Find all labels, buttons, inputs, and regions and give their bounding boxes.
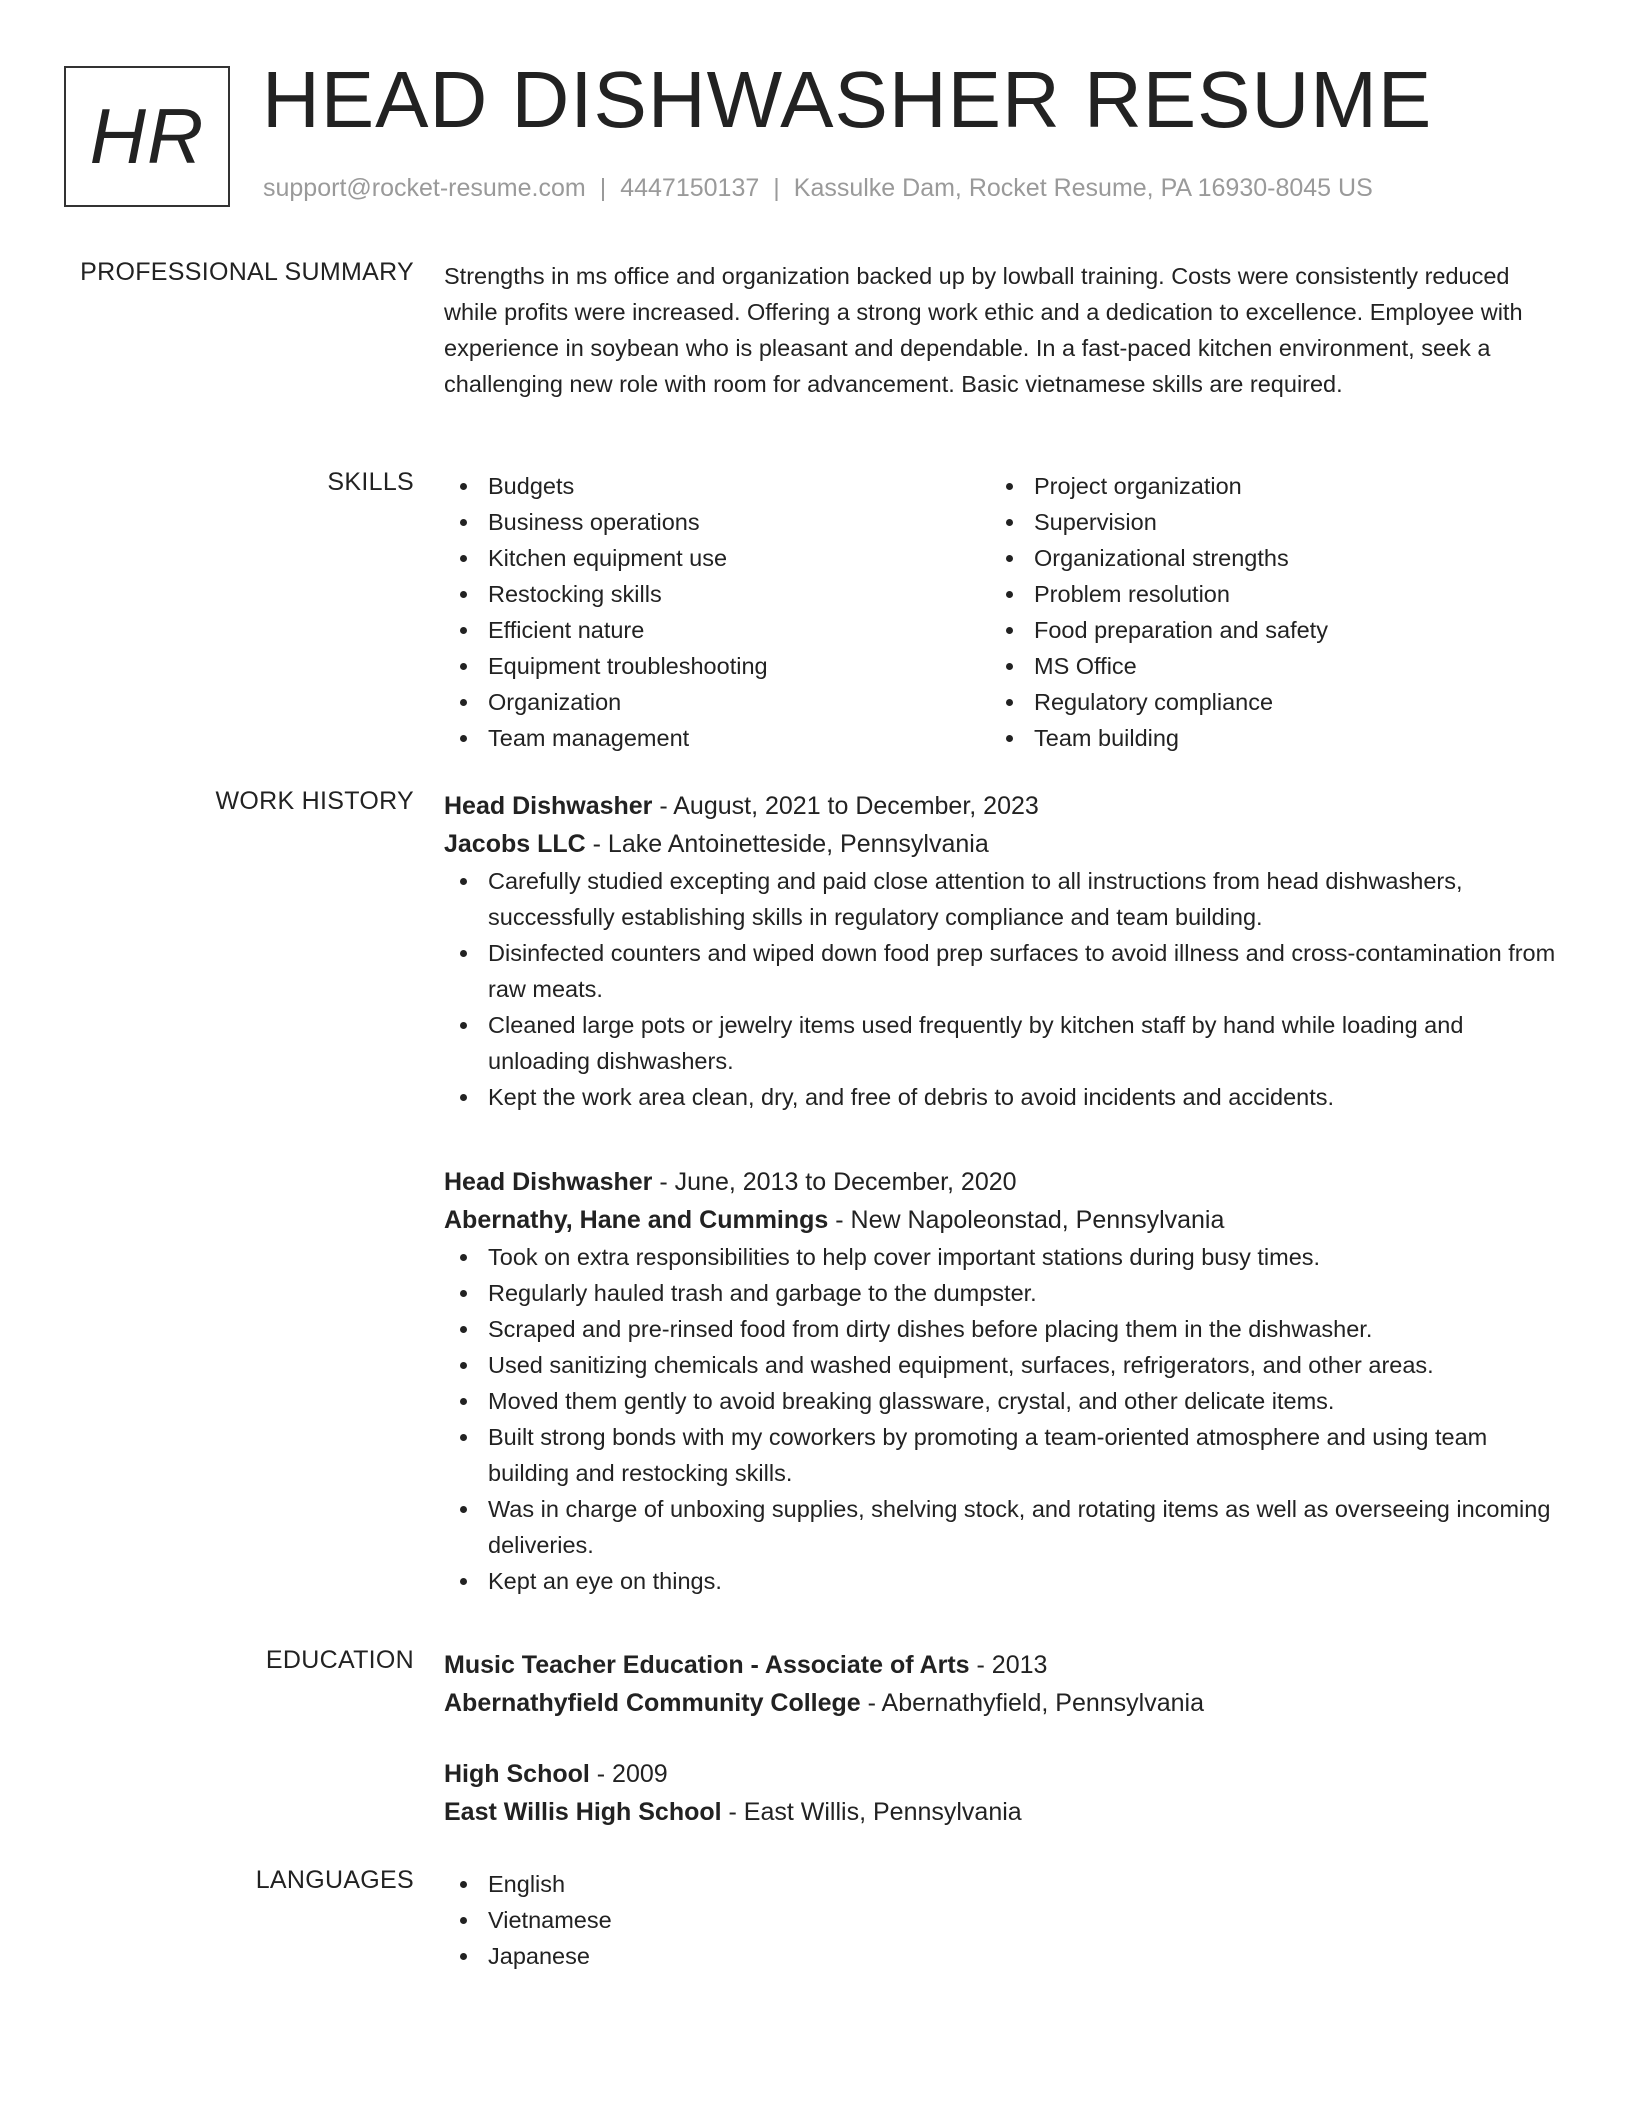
section-label-work-history: WORK HISTORY bbox=[215, 787, 414, 815]
skill-item: Kitchen equipment use bbox=[444, 540, 990, 576]
job-duty-item: Scraped and pre-rinsed food from dirty dishes before placing them in the dishwasher. bbox=[444, 1311, 1564, 1347]
contact-separator: | bbox=[773, 174, 780, 202]
job-duty-item: Cleaned large pots or jewelry items used frequently by kitchen staff by hand while loading and unloading dishwashers. bbox=[444, 1007, 1564, 1079]
job-company-line bbox=[444, 825, 1564, 863]
skill-item: Regulatory compliance bbox=[990, 684, 1536, 720]
skill-item: Organization bbox=[444, 684, 990, 720]
skill-item: MS Office bbox=[990, 648, 1536, 684]
education-year: - 2009 bbox=[589, 1760, 668, 1788]
job-duty-item: Disinfected counters and wiped down food prep surfaces to avoid illness and cross-contamination from raw meats. bbox=[444, 935, 1564, 1007]
skills-list bbox=[444, 468, 1564, 756]
language-item: Vietnamese bbox=[444, 1902, 1564, 1938]
job-duty-item: Was in charge of unboxing supplies, shelving stock, and rotating items as well as overseeing incoming deliveries. bbox=[444, 1491, 1564, 1563]
job-title: Head Dishwasher bbox=[444, 792, 653, 820]
education-degree-line bbox=[444, 1755, 1564, 1793]
education-degree: Music Teacher Education - Associate of Arts bbox=[444, 1651, 970, 1679]
job-dates: - August, 2021 to December, 2023 bbox=[652, 792, 1039, 820]
summary-text: Strengths in ms office and organization backed up by lowball training. Costs were consistently reduced while profits were increased. Offering a strong work ethic and a dedication to excellence. Employee with experience in soybean who is pleasant and dependable. In a fast-paced kitchen environment, seek a challenging new role with room for advancement. Basic vietnamese skills are required. bbox=[444, 263, 1523, 397]
education-school: East Willis High School bbox=[444, 1798, 722, 1826]
monogram-logo: HR bbox=[64, 66, 230, 207]
job-duties bbox=[444, 863, 1564, 1115]
job-dates: - June, 2013 to December, 2020 bbox=[652, 1168, 1017, 1196]
job-company: Abernathy, Hane and Cummings bbox=[444, 1206, 829, 1234]
contact-email: support@rocket-resume.com bbox=[263, 174, 586, 202]
skill-item: Budgets bbox=[444, 468, 990, 504]
education-school-line bbox=[444, 1684, 1564, 1722]
education-school: Abernathyfield Community College bbox=[444, 1689, 861, 1717]
job-duty-item: Regularly hauled trash and garbage to the dumpster. bbox=[444, 1275, 1564, 1311]
language-item: English bbox=[444, 1866, 1564, 1902]
skill-item: Team management bbox=[444, 720, 990, 756]
languages-list bbox=[444, 1866, 1564, 1974]
job-duty-item: Kept an eye on things. bbox=[444, 1563, 1564, 1599]
job-title-line bbox=[444, 787, 1564, 825]
resume-title: HEAD DISHWASHER RESUME bbox=[262, 55, 1433, 144]
education-location: - Abernathyfield, Pennsylvania bbox=[860, 1689, 1204, 1717]
section-label-languages: LANGUAGES bbox=[255, 1866, 414, 1894]
section-label-education: EDUCATION bbox=[265, 1646, 414, 1674]
skill-item: Equipment troubleshooting bbox=[444, 648, 990, 684]
education-school-line bbox=[444, 1793, 1564, 1831]
contact-line bbox=[263, 174, 1373, 203]
contact-phone: 4447150137 bbox=[620, 174, 760, 202]
education-degree: High School bbox=[444, 1760, 590, 1788]
skill-item: Team building bbox=[990, 720, 1536, 756]
skill-item: Business operations bbox=[444, 504, 990, 540]
job-duty-item: Took on extra responsibilities to help cover important stations during busy times. bbox=[444, 1239, 1564, 1275]
skill-item: Efficient nature bbox=[444, 612, 990, 648]
education-location: - East Willis, Pennsylvania bbox=[721, 1798, 1022, 1826]
skill-item: Organizational strengths bbox=[990, 540, 1536, 576]
job-duty-item: Used sanitizing chemicals and washed equipment, surfaces, refrigerators, and other areas. bbox=[444, 1347, 1564, 1383]
education-entry bbox=[444, 1646, 1564, 1722]
job-title-line bbox=[444, 1163, 1564, 1201]
education-year: - 2013 bbox=[969, 1651, 1048, 1679]
section-label-skills: SKILLS bbox=[327, 468, 414, 496]
job-duties bbox=[444, 1239, 1564, 1599]
contact-address: Kassulke Dam, Rocket Resume, PA 16930-8045 US bbox=[793, 174, 1373, 202]
education-entry bbox=[444, 1755, 1564, 1831]
section-label-summary: PROFESSIONAL SUMMARY bbox=[80, 258, 414, 286]
job-company: Jacobs LLC bbox=[444, 830, 586, 858]
skill-item: Food preparation and safety bbox=[990, 612, 1536, 648]
skill-item: Supervision bbox=[990, 504, 1536, 540]
job-company-line bbox=[444, 1201, 1564, 1239]
skill-item: Project organization bbox=[990, 468, 1536, 504]
contact-separator: | bbox=[599, 174, 607, 202]
job-duty-item: Moved them gently to avoid breaking glassware, crystal, and other delicate items. bbox=[444, 1383, 1564, 1419]
job-duty-item: Carefully studied excepting and paid close attention to all instructions from head dishwashers, successfully establishing skills in regulatory compliance and team building. bbox=[444, 863, 1564, 935]
job-location: - Lake Antoinetteside, Pennsylvania bbox=[585, 830, 989, 858]
job-duty-item: Kept the work area clean, dry, and free of debris to avoid incidents and accidents. bbox=[444, 1079, 1564, 1115]
job-entry bbox=[444, 787, 1564, 1115]
skills-column-left bbox=[444, 468, 990, 756]
skill-item: Problem resolution bbox=[990, 576, 1536, 612]
language-item: Japanese bbox=[444, 1938, 1564, 1974]
job-location: - New Napoleonstad, Pennsylvania bbox=[828, 1206, 1225, 1234]
education-degree-line bbox=[444, 1646, 1564, 1684]
languages-bullets bbox=[444, 1866, 1564, 1974]
job-title: Head Dishwasher bbox=[444, 1168, 653, 1196]
job-duty-item: Built strong bonds with my coworkers by promoting a team-oriented atmosphere and using team building and restocking skills. bbox=[444, 1419, 1564, 1491]
skills-column-right bbox=[990, 468, 1536, 756]
skill-item: Restocking skills bbox=[444, 576, 990, 612]
job-entry bbox=[444, 1163, 1564, 1599]
